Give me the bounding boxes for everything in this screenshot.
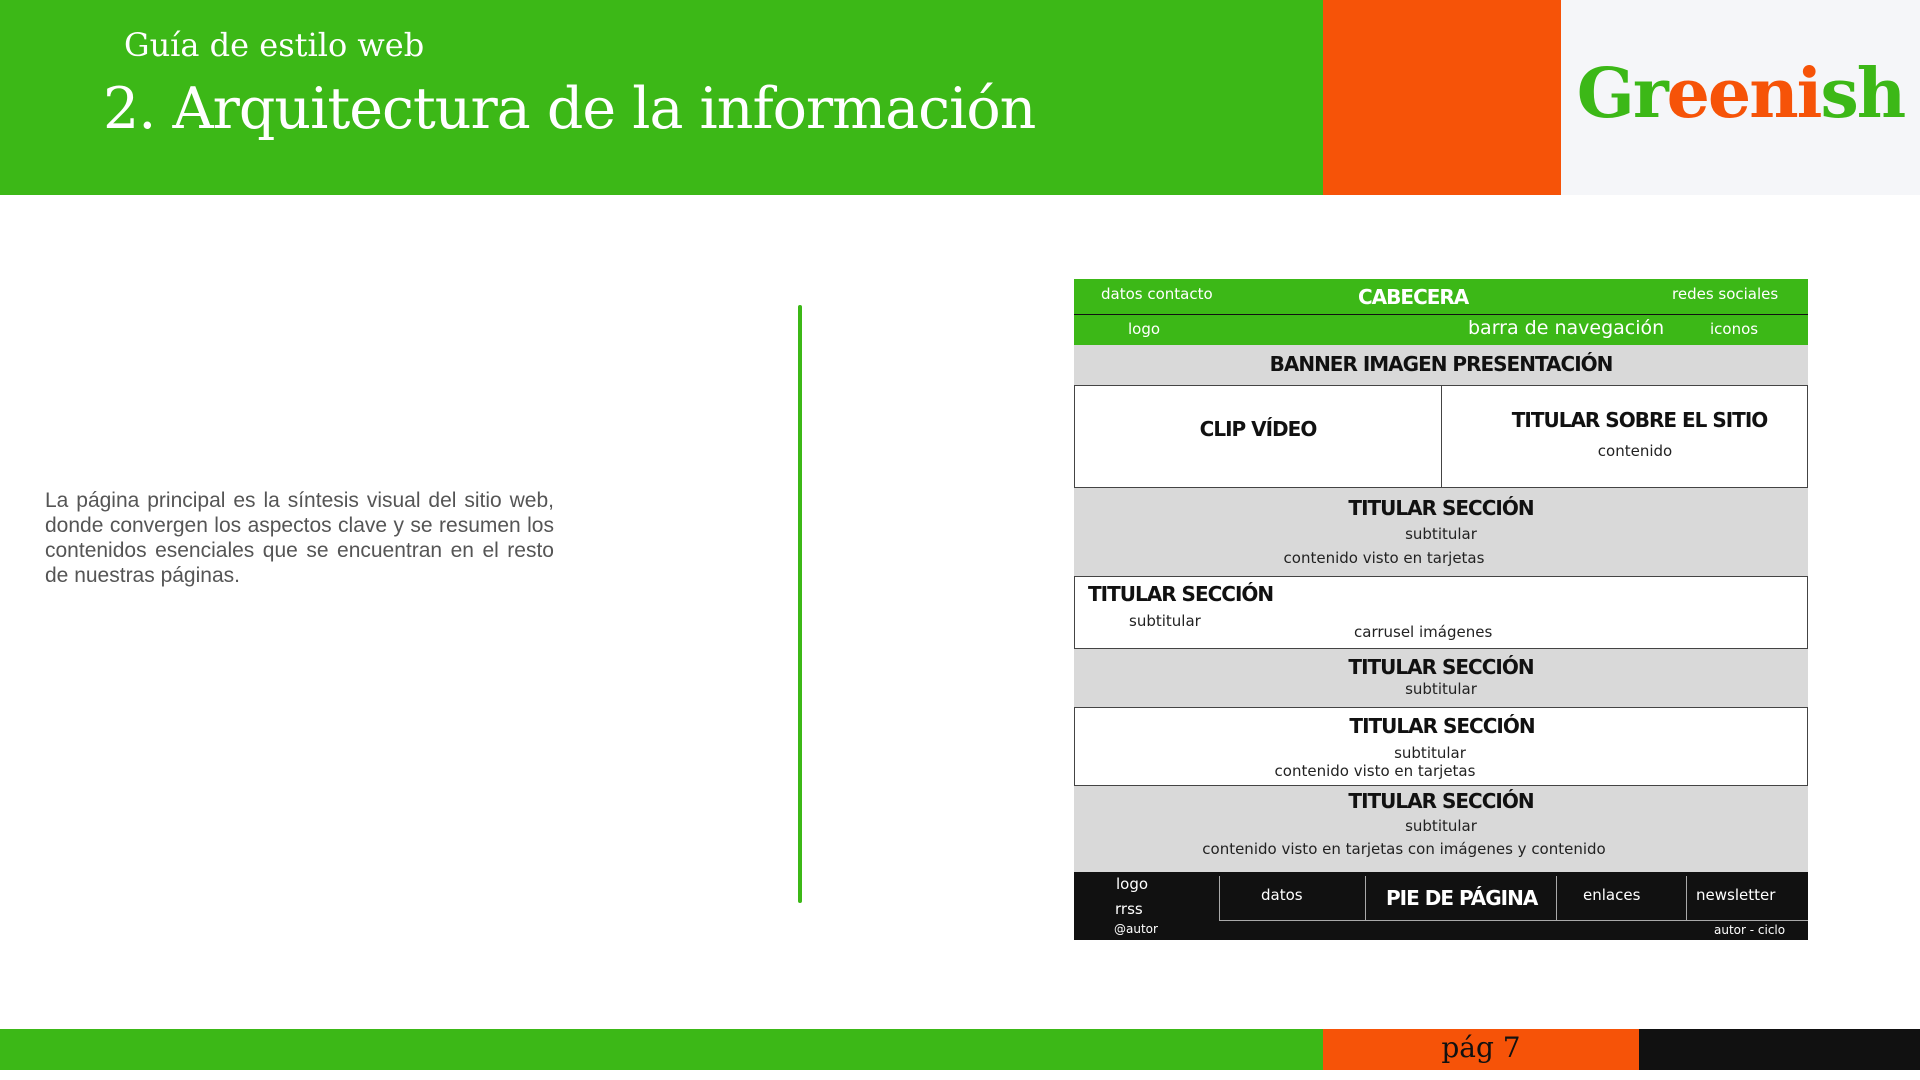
page-title: 2. Arquitectura de la información	[103, 76, 1036, 142]
wf-footer-sep-1	[1219, 876, 1220, 920]
wf-footer-links: enlaces	[1583, 886, 1641, 904]
wf-footer-sep-3	[1556, 876, 1557, 920]
footer-band-green	[0, 1029, 1323, 1070]
wf-footer-line	[1219, 920, 1808, 921]
wf-section-1-title: TITULAR SECCIÓN	[1348, 496, 1534, 520]
wf-section-5-content: contenido visto en tarjetas con imágenes y contenido	[1202, 840, 1606, 858]
wf-header-top	[1074, 279, 1808, 315]
wf-section-4	[1074, 707, 1808, 786]
wf-footer-logo: logo	[1116, 875, 1149, 893]
wf-section-3	[1074, 649, 1808, 707]
wf-footer-data: datos	[1261, 886, 1303, 904]
wf-footer-sep-4	[1686, 876, 1687, 920]
wf-header-nav	[1074, 315, 1808, 345]
wf-footer-author-cycle: autor - ciclo	[1714, 923, 1786, 937]
wf-site-title: TITULAR SOBRE EL SITIO	[1511, 408, 1768, 432]
wf-section-5-subtitle: subtitular	[1405, 817, 1477, 835]
wf-section-2-subtitle: subtitular	[1129, 612, 1201, 630]
wf-section-5	[1074, 786, 1808, 872]
brand-part-3: sh	[1820, 54, 1905, 134]
wf-header-title: CABECERA	[1358, 285, 1469, 309]
wf-clip-box	[1074, 385, 1442, 488]
wf-banner-label: BANNER IMAGEN PRESENTACIÓN	[1269, 352, 1613, 376]
wf-nav: barra de navegación	[1468, 317, 1665, 339]
wf-icons: iconos	[1710, 320, 1759, 338]
wf-footer	[1074, 872, 1808, 940]
wf-footer-newsletter: newsletter	[1696, 886, 1776, 904]
wf-section-4-subtitle: subtitular	[1394, 744, 1466, 762]
brand-part-2: eeni	[1666, 54, 1821, 134]
wf-section-3-title: TITULAR SECCIÓN	[1348, 655, 1534, 679]
wf-section-4-content: contenido visto en tarjetas	[1274, 762, 1476, 780]
page-number: pág 7	[1441, 1031, 1521, 1064]
wf-section-1-subtitle: subtitular	[1405, 525, 1477, 543]
wf-section-2-content: carrusel imágenes	[1354, 623, 1493, 641]
wf-footer-rrss: rrss	[1115, 900, 1143, 918]
footer-band-black	[1639, 1029, 1920, 1070]
guide-label: Guía de estilo web	[124, 26, 425, 64]
wf-section-3-subtitle: subtitular	[1405, 680, 1477, 698]
wf-logo: logo	[1128, 320, 1161, 338]
wf-site-content: contenido	[1597, 442, 1673, 460]
wf-section-4-title: TITULAR SECCIÓN	[1349, 714, 1535, 738]
wf-banner	[1074, 345, 1808, 385]
wf-contact: datos contacto	[1101, 285, 1213, 303]
header-band-orange	[1323, 0, 1561, 195]
wf-section-5-title: TITULAR SECCIÓN	[1348, 789, 1534, 813]
wf-social: redes sociales	[1672, 285, 1779, 303]
brand-part-1: Gr	[1576, 54, 1667, 134]
intro-paragraph: La página principal es la síntesis visual del sitio web, donde convergen los aspectos clave y se resumen los contenidos esenciales que se encuentran en el resto de nuestras páginas.	[45, 489, 554, 587]
wf-site-box	[1441, 385, 1808, 488]
wf-footer-sep-2	[1365, 876, 1366, 920]
vertical-divider	[798, 305, 802, 903]
wf-clip-label: CLIP VÍDEO	[1199, 417, 1317, 441]
wf-footer-author-handle: @autor	[1114, 922, 1158, 936]
brand-logo	[1561, 54, 1920, 134]
wf-section-2	[1074, 576, 1808, 649]
wf-footer-title: PIE DE PÁGINA	[1386, 886, 1538, 910]
wf-section-2-title: TITULAR SECCIÓN	[1088, 582, 1274, 606]
wf-section-1-content: contenido visto en tarjetas	[1283, 549, 1485, 567]
wf-section-1	[1074, 488, 1808, 576]
